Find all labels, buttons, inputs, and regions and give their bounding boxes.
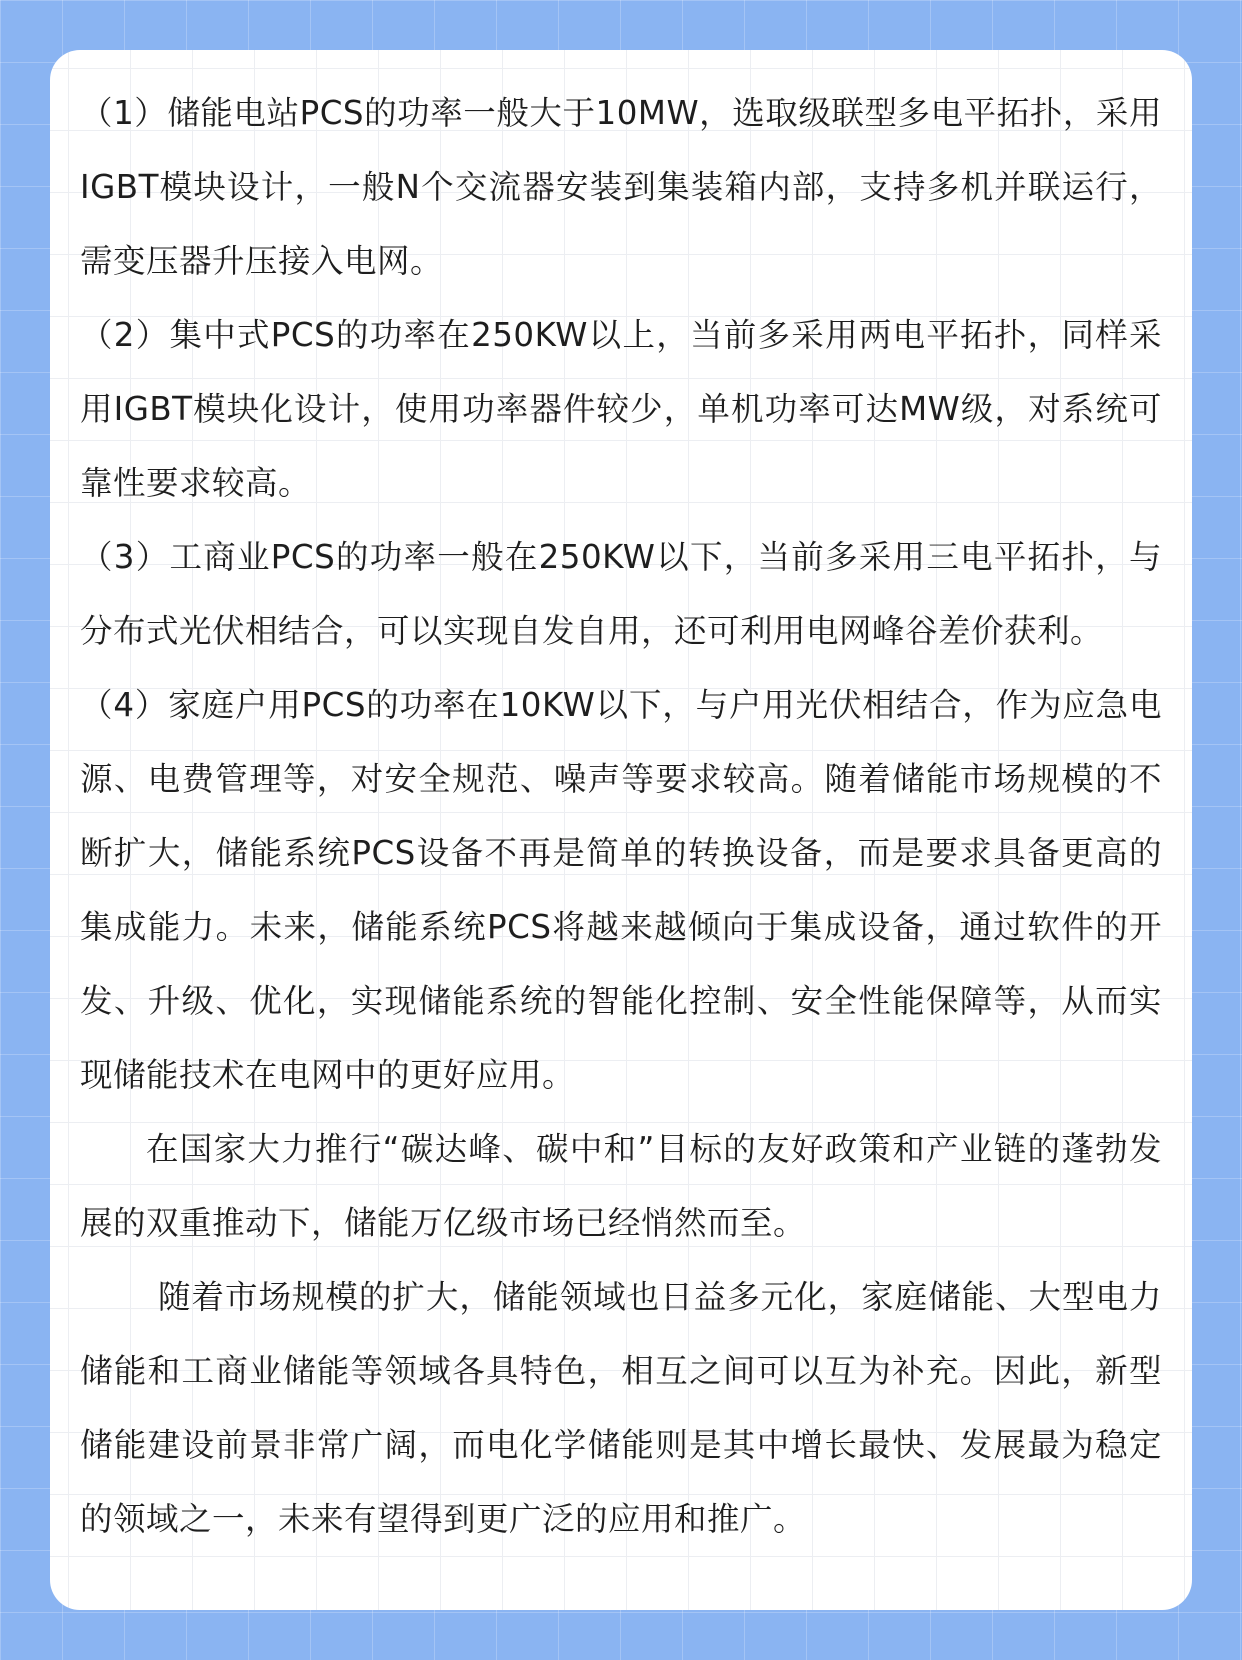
content-card [50,50,1192,1610]
paragraph-utility-scale-pcs: （1）储能电站PCS的功率一般大于10MW，选取级联型多电平拓扑，采用IGBT模块设计，一般N个交流器安装到集装箱内部，支持多机并联运行，需变压器升压接入电网。 [80,94,1162,280]
paragraph-household-pcs: （4）家庭户用PCS的功率在10KW以下，与户用光伏相结合，作为应急电源、电费管理等，对安全规范、噪声等要求较高。随着储能市场规模的不断扩大，储能系统PCS设备不再是简单的转换设备，而是要求具备更高的集成能力。未来，储能系统PCS将越来越倾向于集成设备，通过软件的开发、升级、优化，实现储能系统的智能化控制、安全性能保障等，从而实现储能技术在电网中的更好应用。 [80,686,1162,1094]
paragraph-market-outlook: 随着市场规模的扩大，储能领域也日益多元化，家庭储能、大型电力储能和工商业储能等领域各具特色，相互之间可以互为补充。因此，新型储能建设前景非常广阔，而电化学储能则是其中增长最快、发展最为稳定的领域之一，未来有望得到更广泛的应用和推广。 [80,1278,1162,1538]
paragraph-centralized-pcs: （2）集中式PCS的功率在250KW以上，当前多采用两电平拓扑，同样采用IGBT模块化设计，使用功率器件较少，单机功率可达MW级，对系统可靠性要求较高。 [80,316,1162,502]
paragraph-commercial-pcs: （3）工商业PCS的功率一般在250KW以下，当前多采用三电平拓扑，与分布式光伏相结合，可以实现自发自用，还可利用电网峰谷差价获利。 [80,538,1162,650]
paragraph-policy-market: 在国家大力推行“碳达峰、碳中和”目标的友好政策和产业链的蓬勃发展的双重推动下，储能万亿级市场已经悄然而至。 [80,1130,1162,1242]
